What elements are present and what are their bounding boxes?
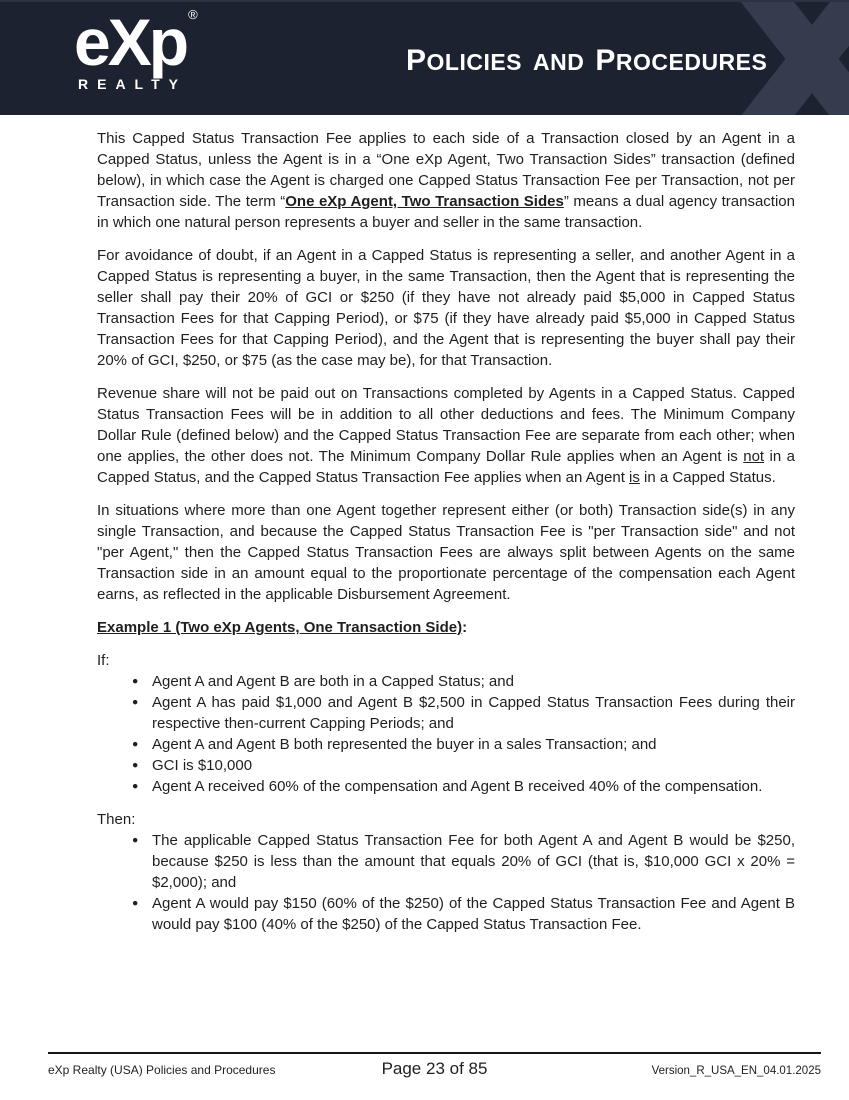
text-run: Revenue share will not be paid out on Transactions completed by Agents in a Capped Status. Capped Status Transaction Fees will be in addition to all other deductions and fees. The Minimum Company Dollar Rule (defined below) and the Capped Status Transaction Fee are separate from each other; when one applies, the other does not. The Minimum Company Dollar Rule applies when an Agent is [97,385,795,465]
paragraph [97,245,795,371]
exp-realty-logo [74,5,198,92]
text-run: Agent A would pay $150 (60% of the $250) of the Capped Status Transaction Fee and Agent B would pay $100 (40% of the $250) of the Capped Status Transaction Fee. [152,895,795,933]
footer-version: Version_R_USA_EN_04.01.2025 [651,1065,821,1077]
document-body [0,115,849,947]
footer [48,1052,821,1079]
list-item [152,755,795,776]
text-run: This Capped Status Transaction Fee applies to each side of a Transaction closed by an Agent in a Capped Status, unless the Agent is in a “One eXp Agent, Two Transaction Sides” transaction (defined below), in which case the Agent is charged one Capped Status Transaction Fee per Transaction, not per Transaction side. The term “ [97,130,795,210]
text-run: One eXp Agent, Two Transaction Sides [285,193,564,210]
text-run: : [462,619,468,636]
paragraph [97,650,795,671]
list-item [152,830,795,893]
logo-wordmark [74,5,198,79]
text-run: GCI is $10,000 [152,757,253,774]
title-word: AND [533,49,585,75]
title-word: P [595,44,616,77]
text-run: For avoidance of doubt, if an Agent in a Capped Status is representing a seller, and another Agent in a Capped Status is representing a buyer, in the same Transaction, then the Agent that is representing the seller shall pay their 20% of GCI or $250 (if they have not already paid $5,000 in Capped Status Transaction Fees for that Capping Period), or $75 (if they have already paid $5,000 in Capped Status Transaction Fees for that Capping Period), and the Agent that is representing the buyer shall pay their 20% of GCI, $250, or $75 (as the case may be), for that Transaction. [97,247,795,369]
text-run: Agent A and Agent B both represented the buyer in a sales Transaction; and [152,736,657,753]
text-run: in a Capped Status, and the Capped Status Transaction Fee applies when an Agent [97,448,795,486]
footer-page-number: Page 23 of 85 [381,1059,488,1078]
registered-trademark-icon: ® [188,7,198,22]
title-word: P [406,44,427,77]
paragraph [97,500,795,605]
text-run: is [629,469,640,486]
logo-realty-text: REALTY [78,76,187,92]
text-run: in a Capped Status. [639,469,776,486]
logo-letter-p: p [148,5,187,79]
list-item [152,671,795,692]
text-run: ” means a dual agency transaction in which one natural person represents a buyer and seller in the same transaction. [97,193,795,231]
example-heading [97,617,795,638]
list-item [152,692,795,734]
page-title [406,44,767,78]
list-item [152,734,795,755]
text-run: The applicable Capped Status Transaction Fee for both Agent A and Agent B would be $250, because $250 is less than the amount that equals 20% of GCI (that is, $10,000 GCI x 20% = $2,000); and [152,832,795,891]
footer-row [48,1054,821,1079]
text-run: Agent A received 60% of the compensation and Agent B received 40% of the compensation. [152,778,763,795]
bullet-list [97,671,795,797]
header-banner [0,0,849,115]
text-run: not [743,448,765,465]
title-word: ROCEDURES [615,49,768,75]
title-word: OLICIES [426,49,523,75]
text-run: If: [97,652,110,669]
text-run: Agent A and Agent B are both in a Capped Status; and [152,673,514,690]
logo-letter-x: X [107,5,149,79]
paragraph [97,128,795,233]
list-item [152,776,795,797]
text-run: Then: [97,811,136,828]
bullet-list [97,830,795,935]
text-run: In situations where more than one Agent together represent either (or both) Transaction side(s) in any single Transaction, and because the Capped Status Transaction Fee is "per Transaction side" and not "per Agent," then the Capped Status Transaction Fees are always split between Agents on the same Transaction side in an amount equal to the proportionate percentage of the compensation each Agent earns, as reflected in the applicable Disbursement Agreement. [97,502,795,603]
paragraph [97,809,795,830]
list-item [152,893,795,935]
footer-document-title: eXp Realty (USA) Policies and Procedures [48,1063,276,1077]
text-run: Agent A has paid $1,000 and Agent B $2,500 in Capped Status Transaction Fees during their respective then-current Capping Periods; and [152,694,795,732]
paragraph [97,383,795,488]
logo-letter-e: e [74,5,108,79]
text-run: Example 1 (Two eXp Agents, One Transaction Side) [97,619,463,636]
